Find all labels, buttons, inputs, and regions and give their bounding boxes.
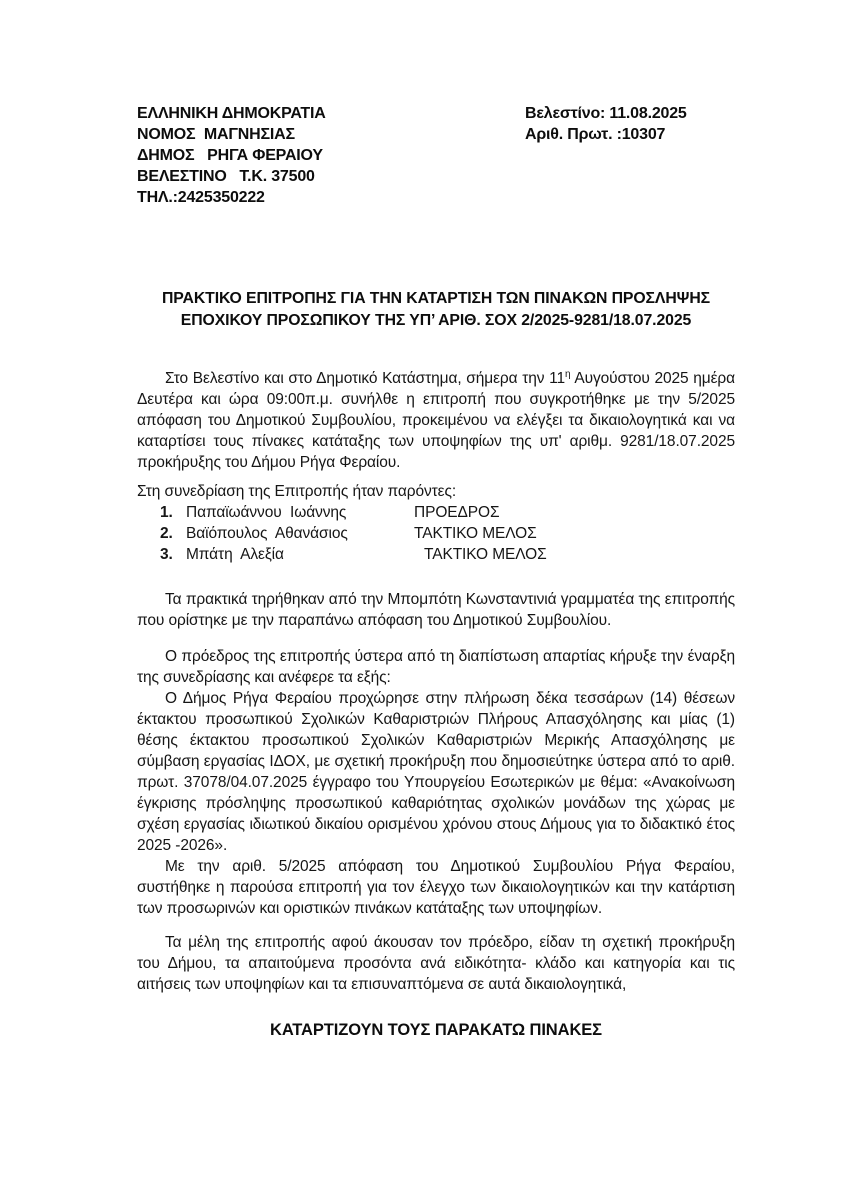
- committee-member-row: [160, 523, 735, 544]
- committee-member-row: [160, 502, 735, 523]
- issuer-block: [137, 103, 326, 208]
- member-name: Παπαϊωάννου Ιωάννης: [186, 504, 347, 521]
- member-name: Βαϊόπουλος Αθανάσιος: [186, 525, 348, 542]
- paragraph-chairman-opening: Ο πρόεδρος της επιτροπής ύστερα από τη διαπίστωση απαρτίας κήρυξε την έναρξη της συνεδρίασης και ανέφερε τα εξής:: [137, 648, 735, 686]
- member-name: Μπάτη Αλεξία: [186, 546, 284, 563]
- member-number: 1.: [160, 504, 173, 521]
- paragraph-members-review: Τα μέλη της επιτροπής αφού άκουσαν τον πρόεδρο, είδαν τη σχετική προκήρυξη του Δήμου, τα απαιτούμενα προσόντα ανά ειδικότητα- κλάδο και κατηγορία και τις αιτήσεις των υποψηφίων και τα επισυναπτόμενα σε αυτά δικαιολογητικά,: [137, 934, 735, 993]
- paragraph-announcement: Ο Δήμος Ρήγα Φεραίου προχώρησε στην πλήρωση δέκα τεσσάρων (14) θέσεων έκτακτου προσωπικού Σχολικών Καθαριστριών Πλήρους Απασχόλησης και μίας (1) θέσης έκτακτου προσωπικού Σχολικών Καθαριστριών Μερικής Απασχόλησης με σύμβαση εργασίας ΙΔΟΧ, με σχετική προκήρυξη που δημοσιεύτηκε ύστερα από το αριθ. πρωτ. 37078/04.07.2025 έγγραφο του Υπουργείου Εσωτερικών με θέμα: «Ανακοίνωση έγκρισης πρόσληψης προσωπικού καθαριότητας σχολικών μονάδων της χώρας με σχέση εργασίας ιδιωτικού δικαίου ορισμένου χρόνου στους Δήμους για το διδακτικό έτος 2025 -2026».: [137, 690, 735, 854]
- title-line-1: ΠΡΑΚΤΙΚΟ ΕΠΙΤΡΟΠΗΣ ΓΙΑ ΤΗΝ ΚΑΤΑΡΤΙΣΗ ΤΩΝ ΠΙΝΑΚΩΝ ΠΡΟΣΛΗΨΗΣ: [161, 290, 711, 307]
- paragraph-committee-formation: Με την αριθ. 5/2025 απόφαση του Δημοτικού Συμβουλίου Ρήγα Φεραίου, συστήθηκε η παρούσα επιτροπή για τον έλεγχο των δικαιολογητικών και την κατάρτιση των προσωρινών και οριστικών πινάκων κατάταξης των υποψηφίων.: [137, 858, 735, 917]
- committee-list: [137, 502, 735, 565]
- member-role: ΤΑΚΤΙΚΟ ΜΕΛΟΣ: [414, 525, 537, 542]
- issuer-line-republic: ΕΛΛΗΝΙΚΗ ΔΗΜΟΚΡΑΤΙΑ: [137, 105, 326, 122]
- paragraph-session-opening: [137, 368, 735, 473]
- session-opening-text-continued: Αυγούστου 2025 ημέρα Δευτέρα και ώρα 09:00π.μ. συνήλθε η επιτροπή που συγκροτήθηκε με την 5/2025 απόφαση του Δημοτικού Συμβουλίου, προκειμένου να ελέγξει τα δικαιολογητικά και να καταρτίσει τους πίνακες κατάταξης των υποψηφίων της υπ' αριθμ. 9281/18.07.2025 προκήρυξης του Δήμου Ρήγα Φεραίου.: [137, 370, 735, 471]
- paragraph-minutes-keeper: Τα πρακτικά τηρήθηκαν από την Μπομπότη Κωνσταντινιά γραμματέα της επιτροπής που ορίστηκε με την παραπάνω απόφαση του Δημοτικού Συμβουλίου.: [137, 591, 735, 629]
- member-number: 3.: [160, 546, 173, 563]
- document-header: [137, 103, 735, 208]
- issuer-line-phone: ΤΗΛ.:2425350222: [137, 189, 265, 206]
- attendees-intro: Στη συνεδρίαση της Επιτροπής ήταν παρόντες:: [137, 483, 457, 500]
- issuer-line-address: ΒΕΛΕΣΤΙΝΟ Τ.Κ. 37500: [137, 168, 315, 185]
- member-number: 2.: [160, 525, 173, 542]
- title-line-2: ΕΠΟΧΙΚΟΥ ΠΡΟΣΩΠΙΚΟΥ ΤΗΣ ΥΠ’ ΑΡΙΘ. ΣΟΧ 2/2025-9281/18.07.2025: [180, 311, 692, 329]
- member-role: ΤΑΚΤΙΚΟ ΜΕΛΟΣ: [424, 546, 547, 563]
- issuer-line-prefecture: ΝΟΜΟΣ ΜΑΓΝΗΣΙΑΣ: [137, 126, 295, 143]
- closing-heading: ΚΑΤΑΡΤΙΖΟΥΝ ΤΟΥΣ ΠΑΡΑΚΑΤΩ ΠΙΝΑΚΕΣ: [270, 1021, 602, 1039]
- reference-date: Βελεστίνο: 11.08.2025: [525, 105, 687, 122]
- reference-protocol-number: Αριθ. Πρωτ. :10307: [525, 126, 666, 143]
- member-role: ΠΡΟΕΔΡΟΣ: [414, 504, 500, 521]
- reference-block: [525, 103, 735, 145]
- session-opening-text: Στο Βελεστίνο και στο Δημοτικό Κατάστημα, σήμερα την 11: [165, 370, 566, 387]
- document-title: [137, 288, 735, 331]
- ordinal-superscript: η: [565, 368, 571, 380]
- committee-member-row: [160, 544, 735, 565]
- issuer-line-municipality: ΔΗΜΟΣ ΡΗΓΑ ΦΕΡΑΙΟΥ: [137, 147, 323, 164]
